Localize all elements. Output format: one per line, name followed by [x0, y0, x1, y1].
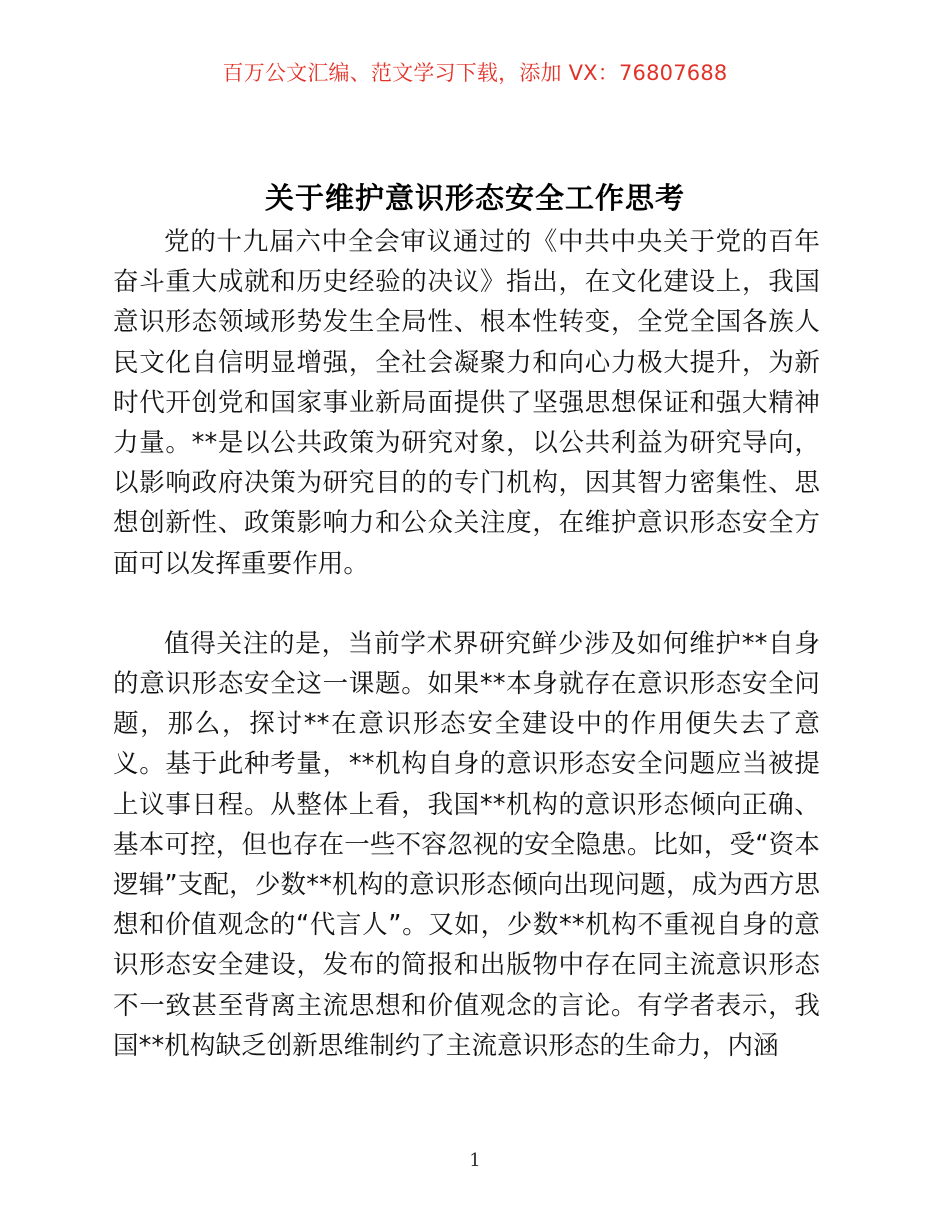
page-number: 1: [469, 1150, 481, 1171]
body-paragraph: 党的十九届六中全会审议通过的《中共中央关于党的百年奋斗重大成就和历史经验的决议》指出，在文化建设上，我国意识形态领域形势发生全局性、根本性转变，全党全国各族人民文化自信明显增强，全社会凝聚力和向心力极大提升，为新时代开创党和国家事业新局面提供了坚强思想保证和强大精神力量。**是以公共政策为研究对象，以公共利益为研究导向，以影响政府决策为研究目的的专门机构，因其智力密集性、思想创新性、政策影响力和公众关注度，在维护意识形态安全方面可以发挥重要作用。: [113, 227, 820, 579]
page-title: 关于维护意识形态安全工作思考: [264, 181, 685, 216]
body-paragraph: 值得关注的是，当前学术界研究鲜少涉及如何维护**自身的意识形态安全这一课题。如果**本身就存在意识形态安全问题，那么，探讨**在意识形态安全建设中的作用便失去了意义。基于此种考量，**机构自身的意识形态安全问题应当被提上议事日程。从整体上看，我国**机构的意识形态倾向正确、基本可控，但也存在一些不容忽视的安全隐患。比如，受“资本逻辑”支配，少数**机构的意识形态倾向出现问题，成为西方思想和价值观念的“代言人”。又如，少数**机构不重视自身的意识形态安全建设，发布的简报和出版物中存在同主流意识形态不一致甚至背离主流思想和价值观念的言论。有学者表示，我国**机构缺乏创新思维制约了主流意识形态的生命力，内涵: [113, 628, 820, 1061]
promo-header-text: 百万公文汇编、范文学习下载，添加 VX：76807688: [222, 61, 728, 85]
document-body: [113, 222, 820, 1066]
